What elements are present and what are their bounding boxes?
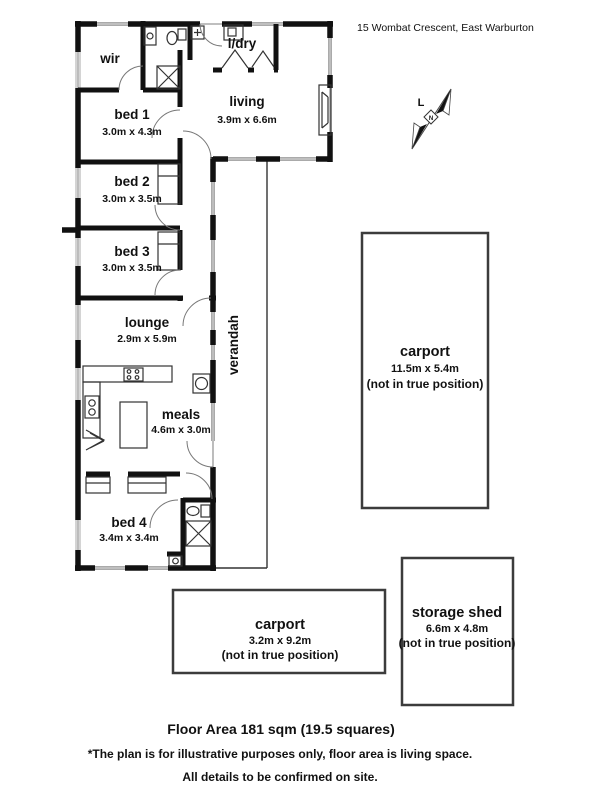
storage-shed-note: (not in true position) — [398, 636, 516, 650]
toilet2-cistern-icon — [201, 505, 210, 517]
room-bed4-dims: 3.4m x 3.4m — [99, 532, 159, 544]
floor-area-text: Floor Area 181 sqm (19.5 squares) — [167, 721, 395, 737]
disclaimer-1-text: *The plan is for illustrative purposes only, floor area is living space. — [87, 747, 473, 761]
bed4-robe-right-icon — [128, 477, 166, 493]
room-bed1-label: bed 1 — [114, 107, 150, 122]
room-meals-dims: 4.6m x 3.0m — [151, 424, 211, 436]
island-bench-icon — [120, 402, 147, 448]
carport-lower-note: (not in true position) — [221, 648, 339, 662]
carport-side-dims: 11.5m x 5.4m — [391, 363, 459, 375]
bed4-robe-left-icon — [86, 477, 110, 493]
room-bed4-label: bed 4 — [111, 515, 147, 530]
room-bed3-dims: 3.0m x 3.5m — [102, 262, 162, 274]
room-labels — [99, 36, 277, 544]
door-arcs — [119, 24, 222, 528]
carport-lower-label: carport — [255, 617, 305, 633]
room-living-dims: 3.9m x 6.6m — [217, 114, 277, 126]
carport-lower-dims: 3.2m x 9.2m — [248, 635, 312, 647]
footer — [88, 721, 473, 784]
vanity-basin-icon — [144, 27, 156, 45]
compass-center-letter: N — [428, 116, 434, 122]
room-verandah-label: verandah — [226, 314, 241, 376]
storage-shed-label: storage shed — [411, 605, 503, 621]
north-arrow — [412, 89, 451, 149]
carport-side-note: (not in true position) — [366, 377, 484, 391]
bifold-doors-icon — [222, 50, 274, 68]
room-wir-label: wir — [100, 51, 120, 66]
disclaimer-2-text: All details to be confirmed on site. — [182, 770, 378, 784]
basin2-icon — [169, 556, 182, 566]
storage-shed-dims: 6.6m x 4.8m — [425, 623, 489, 635]
toilet2-icon — [187, 507, 199, 516]
corner-pantry-icon — [86, 430, 104, 450]
stove-icon — [124, 368, 143, 381]
toilet-icon — [167, 32, 177, 45]
carport-side-label: carport — [400, 344, 450, 360]
room-laundry-label: l/dry — [227, 36, 257, 51]
vanity-bowl-icon — [147, 33, 153, 39]
outbuildings — [173, 233, 515, 705]
washing-machine-door-icon — [228, 28, 236, 36]
room-living-label: living — [229, 94, 265, 109]
room-bed2-label: bed 2 — [114, 174, 150, 189]
room-meals-label: meals — [161, 407, 201, 422]
compass-label: L — [417, 97, 425, 109]
room-bed1-dims: 3.0m x 4.3m — [102, 126, 162, 138]
room-bed2-dims: 3.0m x 3.5m — [102, 193, 162, 205]
address-text: 15 Wombat Crescent, East Warburton — [357, 22, 534, 34]
room-lounge-label: lounge — [124, 315, 170, 330]
room-lounge-dims: 2.9m x 5.9m — [117, 333, 177, 345]
toilet-cistern-icon — [178, 29, 186, 40]
room-bed3-label: bed 3 — [114, 244, 150, 259]
window-panel-icon — [319, 85, 331, 135]
